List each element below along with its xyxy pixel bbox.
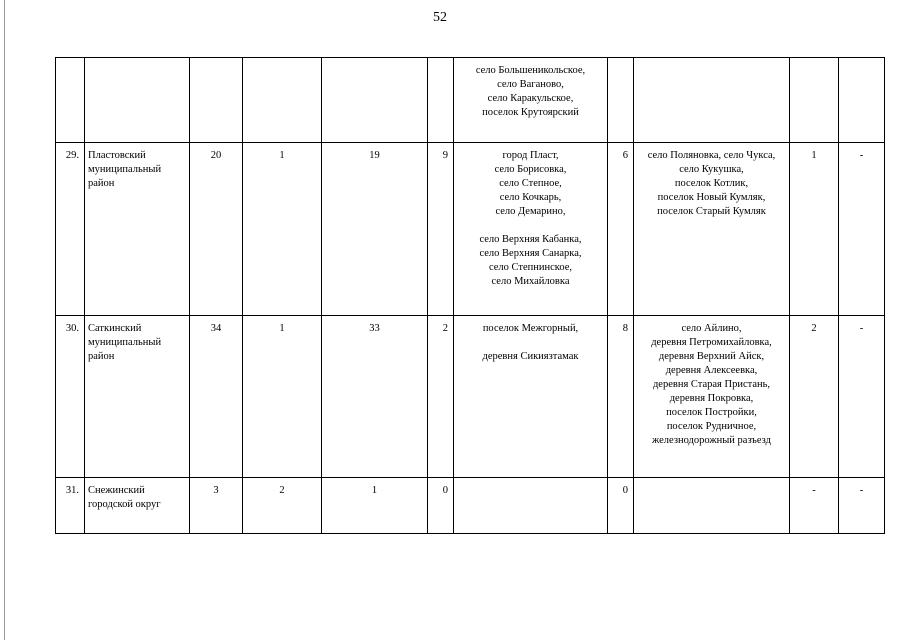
count-col-4: 33: [322, 316, 428, 478]
localities-list-1: [454, 478, 608, 534]
municipality-name: Саткинский муниципальный район: [85, 316, 190, 478]
count-col-5: 2: [428, 316, 454, 478]
locality-line: деревня Петромихайловка,: [651, 337, 772, 348]
localities-list-1: [454, 58, 608, 143]
locality-line: село Демарино,: [495, 206, 566, 217]
count-col-7: 0: [608, 478, 634, 534]
locality-line: поселок Постройки,: [666, 407, 757, 418]
settlements-table: [55, 57, 885, 534]
locality-line: село Айлино,: [681, 323, 742, 334]
count-col-5: [428, 58, 454, 143]
locality-line: деревня Алексеевка,: [665, 365, 758, 376]
locality-line: село Михайловка: [491, 276, 570, 287]
localities-list-2: [634, 143, 790, 316]
localities-list-1: [454, 316, 608, 478]
locality-line: поселок Крутоярский: [482, 107, 579, 118]
locality-line: поселок Межгорный,: [482, 323, 579, 334]
locality-line: деревня Покровка,: [669, 393, 754, 404]
municipality-name: Снежинский городской округ: [85, 478, 190, 534]
localities-list-2: [634, 478, 790, 534]
count-col-3: 2: [243, 478, 322, 534]
locality-line: деревня Старая Пристань,: [652, 379, 771, 390]
count-col-3: 1: [243, 143, 322, 316]
locality-line: село Каракульское,: [487, 93, 574, 104]
total-count: 34: [190, 316, 243, 478]
count-col-9: 1: [790, 143, 839, 316]
locality-line: город Пласт,: [502, 150, 559, 161]
count-col-3: 1: [243, 316, 322, 478]
count-col-4: 19: [322, 143, 428, 316]
count-col-5: 9: [428, 143, 454, 316]
locality-line: село Борисовка,: [494, 164, 567, 175]
count-col-9: 2: [790, 316, 839, 478]
row-number: 30.: [56, 316, 85, 478]
page-number: 52: [433, 10, 447, 25]
table-row: [56, 143, 885, 316]
municipality-name: [85, 58, 190, 143]
table-row: [56, 58, 885, 143]
table-row: [56, 478, 885, 534]
locality-line: поселок Котлик,: [674, 178, 749, 189]
total-count: [190, 58, 243, 143]
localities-list-2: [634, 316, 790, 478]
locality-line: село Кукушка,: [679, 164, 744, 175]
locality-line: село Ваганово,: [497, 79, 564, 90]
locality-line: деревня Верхний Айск,: [658, 351, 765, 362]
locality-line: железнодорожный разъезд: [652, 435, 771, 446]
locality-line: село Верхняя Санарка,: [479, 248, 582, 259]
locality-line: поселок Старый Кумляк: [657, 206, 766, 217]
localities-list-2: [634, 58, 790, 143]
count-col-3: [243, 58, 322, 143]
count-col-4: 1: [322, 478, 428, 534]
count-col-10: [839, 58, 885, 143]
count-col-7: 6: [608, 143, 634, 316]
municipality-name: Пластовский муниципальный район: [85, 143, 190, 316]
count-col-7: 8: [608, 316, 634, 478]
locality-line: село Степное,: [499, 178, 562, 189]
locality-line: село Поляновка, село Чукса,: [647, 150, 776, 161]
locality-line: село Кочкарь,: [499, 192, 562, 203]
table-body: [56, 58, 885, 534]
locality-line: село Степнинское,: [488, 262, 573, 273]
row-number: 31.: [56, 478, 85, 534]
count-col-9: -: [790, 478, 839, 534]
count-col-10: -: [839, 478, 885, 534]
localities-list-1: [454, 143, 608, 316]
locality-line: село Большеникольское,: [475, 65, 586, 76]
locality-line: поселок Новый Кумляк,: [657, 192, 766, 203]
locality-line: поселок Рудничное,: [666, 421, 757, 432]
total-count: 3: [190, 478, 243, 534]
locality-line: деревня Сикиязтамак: [482, 351, 579, 362]
left-margin-line: [4, 0, 5, 640]
total-count: 20: [190, 143, 243, 316]
count-col-10: -: [839, 143, 885, 316]
row-number: 29.: [56, 143, 85, 316]
row-number: [56, 58, 85, 143]
count-col-7: [608, 58, 634, 143]
count-col-9: [790, 58, 839, 143]
count-col-10: -: [839, 316, 885, 478]
locality-line: село Верхняя Кабанка,: [479, 234, 582, 245]
table-row: [56, 316, 885, 478]
count-col-5: 0: [428, 478, 454, 534]
count-col-4: [322, 58, 428, 143]
